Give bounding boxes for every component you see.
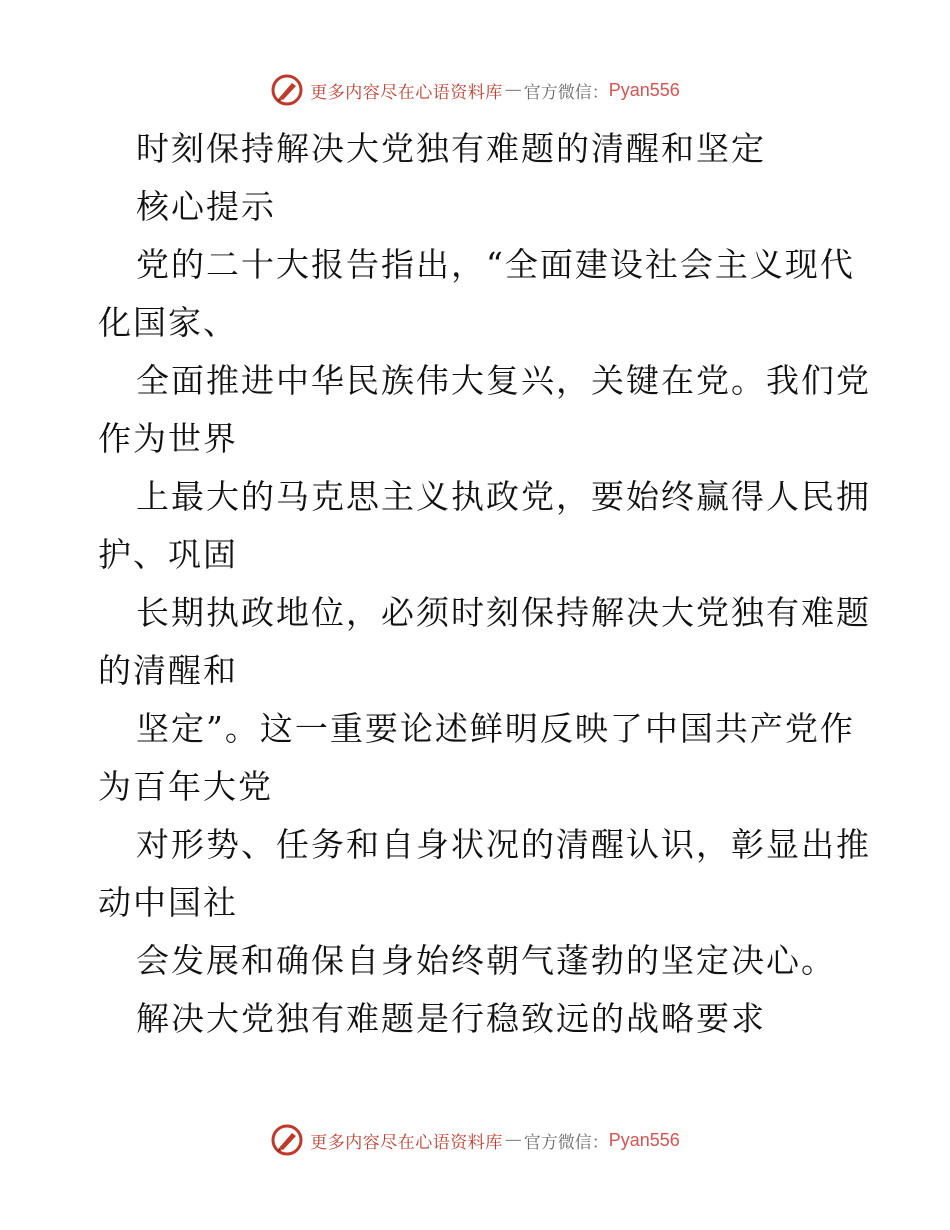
paragraph-line: 会发展和确保自身始终朝气蓬勃的坚定决心。: [136, 941, 836, 980]
paragraph-line: 长期执政地位，必须时刻保持解决大党独有难题: [136, 593, 871, 632]
document-title: 时刻保持解决大党独有难题的清醒和坚定: [136, 129, 766, 168]
watermark-handle: Pyan556: [608, 1129, 680, 1150]
paragraph-line: 护、巩固: [98, 535, 238, 574]
watermark-text: 更多内容尽在心语资料库: [310, 1132, 503, 1153]
watermark-dash: —: [504, 80, 522, 100]
document-body: [98, 120, 871, 1048]
watermark-wechat-label: 官方微信：: [523, 1132, 609, 1153]
watermark-handle: Pyan556: [608, 79, 680, 100]
watermark-text: 更多内容尽在心语资料库: [310, 82, 503, 103]
section-heading: 核心提示: [136, 187, 276, 226]
paragraph-line: 的清醒和: [98, 651, 238, 690]
paragraph-line: 对形势、任务和自身状况的清醒认识，彰显出推: [136, 825, 871, 864]
paragraph-line: 上最大的马克思主义执政党，要始终赢得人民拥: [136, 477, 871, 516]
watermark-wechat-label: 官方微信：: [523, 82, 609, 103]
pen-logo-icon: [270, 73, 304, 107]
paragraph-line: 党的二十大报告指出，“全面建设社会主义现代: [136, 245, 855, 284]
paragraph-line: 为百年大党: [98, 767, 273, 806]
paragraph-line: 化国家、: [98, 303, 238, 342]
paragraph-line: 作为世界: [98, 419, 238, 458]
paragraph-line: 动中国社: [98, 883, 238, 922]
section-heading: 解决大党独有难题是行稳致远的战略要求: [136, 999, 766, 1038]
paragraph-line: 坚定”。这一重要论述鲜明反映了中国共产党作: [136, 709, 855, 748]
footer-watermark: [0, 1120, 950, 1160]
pen-logo-icon: [270, 1123, 304, 1157]
watermark-dash: —: [504, 1130, 522, 1150]
paragraph-line: 全面推进中华民族伟大复兴，关键在党。我们党: [136, 361, 871, 400]
header-watermark: [0, 70, 950, 110]
